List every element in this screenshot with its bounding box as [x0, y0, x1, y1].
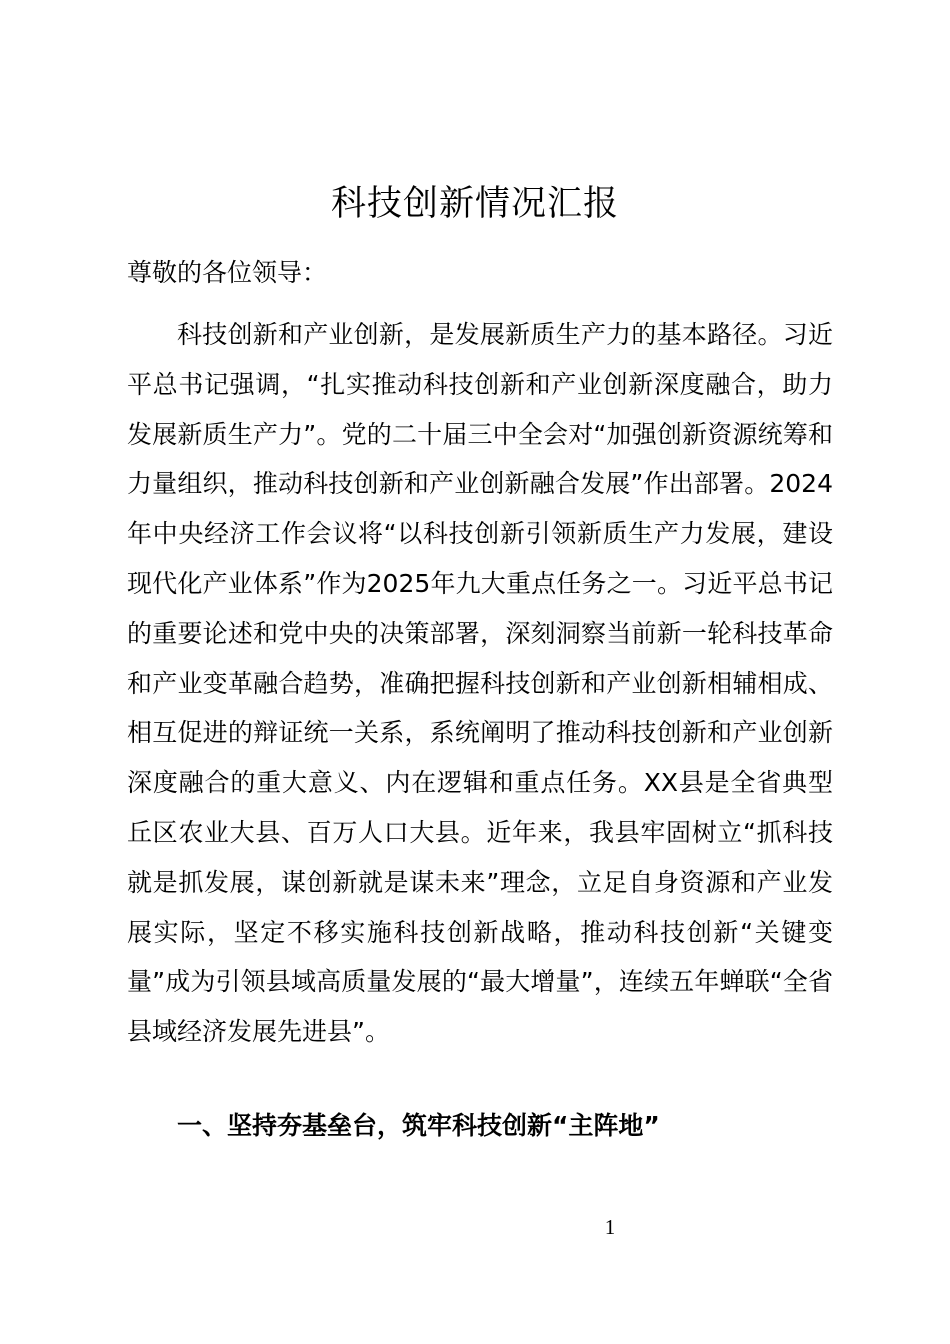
page-number: 1: [604, 1215, 616, 1239]
document-title: 科技创新情况汇报: [330, 184, 619, 224]
section-heading: 一、坚持夯基垒台，筑牢科技创新“主阵地”: [177, 1111, 660, 1140]
salutation: 尊敬的各位领导：: [127, 258, 328, 287]
body-paragraph: 科技创新和产业创新，是发展新质生产力的基本路径。习近平总书记强调，“扎实推动科技创新和产业创新深度融合，助力发展新质生产力”。党的二十届三中全会对“加强创新资源统筹和力量组织，推动科技创新和产业创新融合发展”作出部署。2024年中央经济工作会议将“以科技创新引领新质生产力发展，建设现代化产业体系”作为2025年九大重点任务之一。习近平总书记的重要论述和党中央的决策部署，深刻洞察当前新一轮科技革命和产业变革融合趋势，准确把握科技创新和产业创新相辅相成、相互促进的辩证统一关系，系统阐明了推动科技创新和产业创新深度融合的重大意义、内在逻辑和重点任务。XX县是全省典型丘区农业大县、百万人口大县。近年来，我县牢固树立“抓科技就是抓发展，谋创新就是谋未来”理念，立足自身资源和产业发展实际，坚定不移实施科技创新战略，推动科技创新“关键变量”成为引领县域高质量发展的“最大增量”，连续五年蝉联“全省县域经济发展先进县”。: [127, 320, 833, 1047]
